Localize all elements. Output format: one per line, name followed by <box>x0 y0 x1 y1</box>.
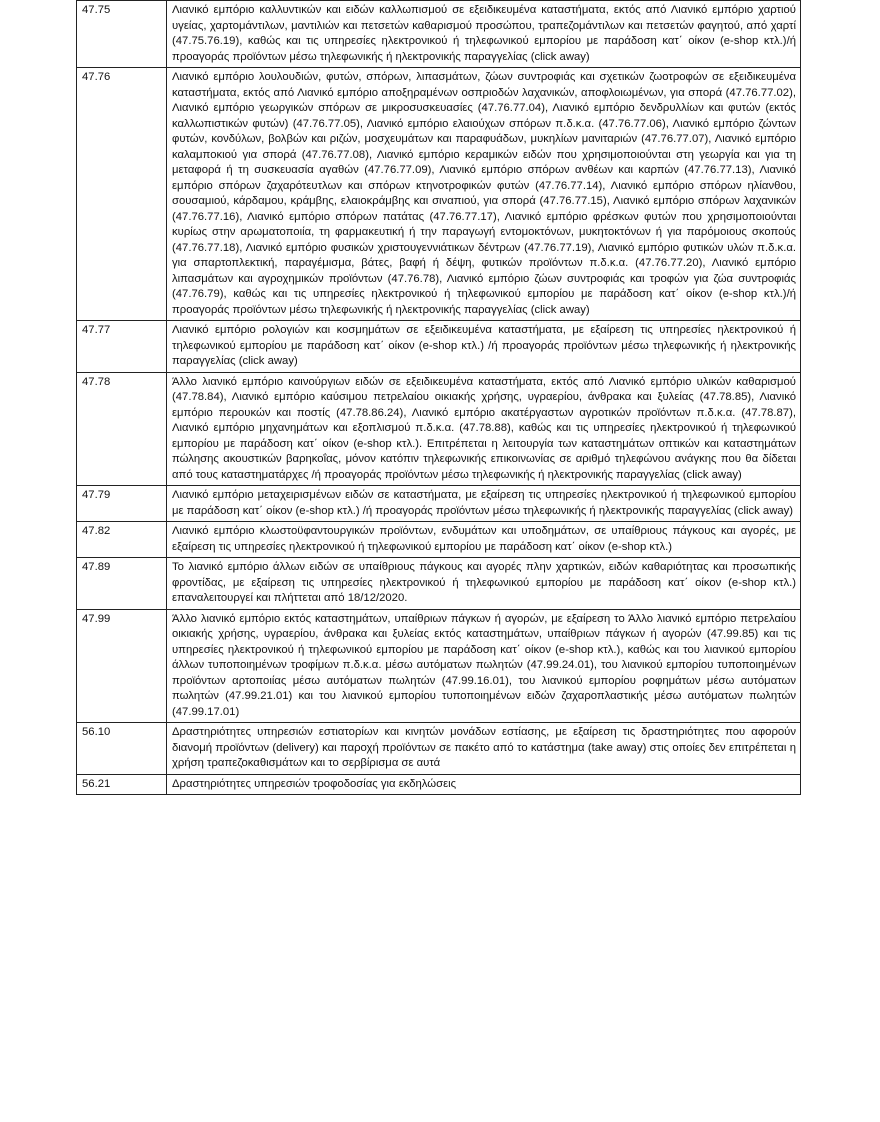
activity-description: Λιανικό εμπόριο καλλυντικών και ειδών καλλωπισμού σε εξειδικευμένα καταστήματα, εκτός από Λιανικό εμπόριο χαρτιού υγείας, χαρτομάντιλων, μαντιλιών και πετσετών καθαρισμού προσώπου, τραπεζομάντιλων και πετσετών φαγητού, από χαρτί (47.75.76.19), καθώς και τις υπηρεσίες ηλεκτρονικού ή τηλεφωνικού εμπορίου με παράδοση κατ΄ οίκον (e-shop κτλ.)/ή προαγοράς προϊόντων μέσω τηλεφωνικής ή ηλεκτρονικής παραγγελίας (click away) <box>167 1 801 68</box>
activity-code: 47.75 <box>77 1 167 68</box>
activity-description: Λιανικό εμπόριο λουλουδιών, φυτών, σπόρων, λιπασμάτων, ζώων συντροφιάς και σχετικών ζωοτροφών σε εξειδικευμένα καταστήματα, εκτός από Λιανικό εμπόριο αποξηραμένων οσπριοδών λαχανικών, αποφλοιωμένων, για σπορά (47.76.77.02), Λιανικό εμπόριο γεωργικών σπόρων σε μικροσυσκευασίες (47.76.77.04), Λιανικό εμπόριο δενδρυλλίων και φυτών (εκτός καλλωπιστικών φυτών) (47.76.77.05), Λιανικό εμπόριο ελαιούχων σπόρων π.δ.κ.α. (47.76.77.06), Λιανικό εμπόριο ζώντων φυτών, κονδύλων, βολβών και ριζών, μοσχευμάτων και παραφυάδων, μυκηλίων μανιταριών (47.76.77.07), Λιανικό εμπόριο καλαμποκιού για σπορά (47.76.77.08), Λιανικό εμπόριο κεραμικών ειδών που χρησιμοποιούνται στη γεωργία και για τη μεταφορά ή τη συσκευασία αγαθών (47.76.77.09), Λιανικό εμπόριο σπόρων ανθέων και καρπών (47.76.77.13), Λιανικό εμπόριο σπόρων ζαχαρότευτλων και σπόρων κτηνοτροφικών φυτών (47.76.77.14), Λιανικό εμπόριο σπόρων ηλίανθου, σουσαμιού, κάρδαμου, κράμβης, ελαιοκράμβης και σιναπιού, για σπορά (47.76.77.15), Λιανικό εμπόριο σπόρων λαχανικών (47.76.77.16), Λιανικό εμπόριο σπόρων πατάτας (47.76.77.17), Λιανικό εμπόριο φρέσκων φυτών που χρησιμοποιούνται κυρίως στην αρωματοποιία, τη φαρμακευτική ή την παραγωγή εντομοκτόνων, μυκητοκτόνων ή για παρόμοιους σκοπούς (47.76.77.18), Λιανικό εμπόριο φυσικών χριστουγεννιάτικων δέντρων (47.76.77.19), Λιανικό εμπόριο φυτικών υλών π.δ.κ.α. για σπαρτοπλεκτική, παραγέμισμα, βάτες, βαφή ή δέψη, φυτικών προϊόντων π.δ.κ.α. (47.76.77.20), Λιανικό εμπόριο λιπασμάτων και αγροχημικών προϊόντων (47.76.78), Λιανικό εμπόριο ζώων συντροφιάς και τροφών για ζώα συντροφιάς (47.76.79), καθώς και τις υπηρεσίες ηλεκτρονικού ή τηλεφωνικού εμπορίου με παράδοση κατ΄ οίκον (e-shop κτλ.)/ή προαγοράς προϊόντων μέσω τηλεφωνικής ή ηλεκτρονικής παραγγελίας (click away) <box>167 68 801 321</box>
document-page <box>76 0 800 795</box>
activity-description: Δραστηριότητες υπηρεσιών τροφοδοσίας για εκδηλώσεις <box>167 774 801 795</box>
table-row <box>77 486 801 522</box>
activity-description: Δραστηριότητες υπηρεσιών εστιατορίων και κινητών μονάδων εστίασης, με εξαίρεση τις δραστηριότητες που αφορούν διανομή προϊόντων (delivery) και παροχή προϊόντων σε πακέτο από το κατάστημα (take away) στις οποίες δεν επιτρέπεται η χρήση τραπεζοκαθισμάτων και το σερβίρισμα σε αυτά <box>167 723 801 775</box>
activity-codes-table <box>76 0 801 795</box>
activity-code: 47.99 <box>77 609 167 723</box>
table-row <box>77 609 801 723</box>
table-row <box>77 723 801 775</box>
activity-description: Λιανικό εμπόριο κλωστοϋφαντουργικών προϊόντων, ενδυμάτων και υποδημάτων, σε υπαίθριους πάγκους και αγορές, με εξαίρεση τις υπηρεσίες ηλεκτρονικού ή τηλεφωνικού εμπορίου με παράδοση κατ΄ οίκον (e-shop κτλ.) <box>167 522 801 558</box>
activity-description: Άλλο λιανικό εμπόριο καινούργιων ειδών σε εξειδικευμένα καταστήματα, εκτός από Λιανικό εμπόριο υλικών καθαρισμού (47.78.84), Λιανικό εμπόριο καύσιμου πετρελαίου οικιακής χρήσης, υγραερίου, άνθρακα και ξυλείας (47.78.85), Λιανικό εμπόριο περουκών και ποστίς (47.78.86.24), Λιανικό εμπόριο ακατέργαστων αγροτικών προϊόντων π.δ.κ.α. (47.78.87), Λιανικό εμπόριο μηχανημάτων και εξοπλισμού π.δ.κ.α. (47.78.88), καθώς και τις υπηρεσίες ηλεκτρονικού ή τηλεφωνικού εμπορίου με παράδοση κατ΄ οίκον (e-shop κτλ.). Επιτρέπεται η λειτουργία των καταστημάτων οπτικών και καταστημάτων πώλησης ακουστικών βαρηκοΐας, μόνον κατόπιν τηλεφωνικής επικοινωνίας σε αριθμό τηλεφώνου ανάγκης που θα δίδεται από τους καταστηματάρχες /ή προαγοράς προϊόντων μέσω τηλεφωνικής ή ηλεκτρονικής παραγγελίας (click away) <box>167 372 801 486</box>
activity-code: 47.78 <box>77 372 167 486</box>
activity-code: 47.79 <box>77 486 167 522</box>
activity-description: Το λιανικό εμπόριο άλλων ειδών σε υπαίθριους πάγκους και αγορές πλην χαρτικών, ειδών καθαριότητας και προσωπικής φροντίδας, με εξαίρεση τις υπηρεσίες ηλεκτρονικού ή τηλεφωνικού εμπορίου με παράδοση κατ΄ οίκον (e-shop κτλ.) επαναλειτουργεί και πλήττεται από 18/12/2020. <box>167 558 801 610</box>
activity-code: 47.76 <box>77 68 167 321</box>
activity-code: 47.77 <box>77 321 167 373</box>
activity-code: 47.82 <box>77 522 167 558</box>
activity-description: Λιανικό εμπόριο ρολογιών και κοσμημάτων σε εξειδικευμένα καταστήματα, με εξαίρεση τις υπηρεσίες ηλεκτρονικού ή τηλεφωνικού εμπορίου με παράδοση κατ΄ οίκον (e-shop κτλ.) /ή προαγοράς προϊόντων μέσω τηλεφωνικής ή ηλεκτρονικής παραγγελίας (click away) <box>167 321 801 373</box>
table-row <box>77 774 801 795</box>
activity-code: 47.89 <box>77 558 167 610</box>
table-row <box>77 321 801 373</box>
table-row <box>77 558 801 610</box>
table-row <box>77 522 801 558</box>
activity-code: 56.21 <box>77 774 167 795</box>
activity-description: Λιανικό εμπόριο μεταχειρισμένων ειδών σε καταστήματα, με εξαίρεση τις υπηρεσίες ηλεκτρονικού ή τηλεφωνικού εμπορίου με παράδοση κατ΄ οίκον (e-shop κτλ.) /ή προαγοράς προϊόντων μέσω τηλεφωνικής ή ηλεκτρονικής παραγγελίας (click away) <box>167 486 801 522</box>
table-row <box>77 372 801 486</box>
table-row <box>77 1 801 68</box>
table-row <box>77 68 801 321</box>
activity-code: 56.10 <box>77 723 167 775</box>
activity-description: Άλλο λιανικό εμπόριο εκτός καταστημάτων, υπαίθριων πάγκων ή αγορών, με εξαίρεση το Άλλο λιανικό εμπόριο πετρελαίου οικιακής χρήσης, υγραερίου, άνθρακα και ξυλείας εκτός καταστημάτων, υπαίθριων πάγκων ή αγορών (47.99.85) και τις υπηρεσίες ηλεκτρονικού ή τηλεφωνικού εμπορίου με παράδοση κατ΄ οίκον (e-shop κτλ.), καθώς και του λιανικού εμπορίου άλλων τυποποιημένων τροφίμων π.δ.κ.α. μέσω αυτόματων πωλητών (47.99.24.01), του λιανικού εμπορίου τυποποιημένων προϊόντων αρτοποιίας μέσω αυτόματων πωλητών (47.99.16.01), του λιανικού εμπορίου ροφημάτων μέσω αυτόματων πωλητών (47.99.21.01) και του λιανικού εμπορίου τυποποιημένων ειδών ζαχαροπλαστικής μέσω αυτόματων πωλητών (47.99.17.01) <box>167 609 801 723</box>
